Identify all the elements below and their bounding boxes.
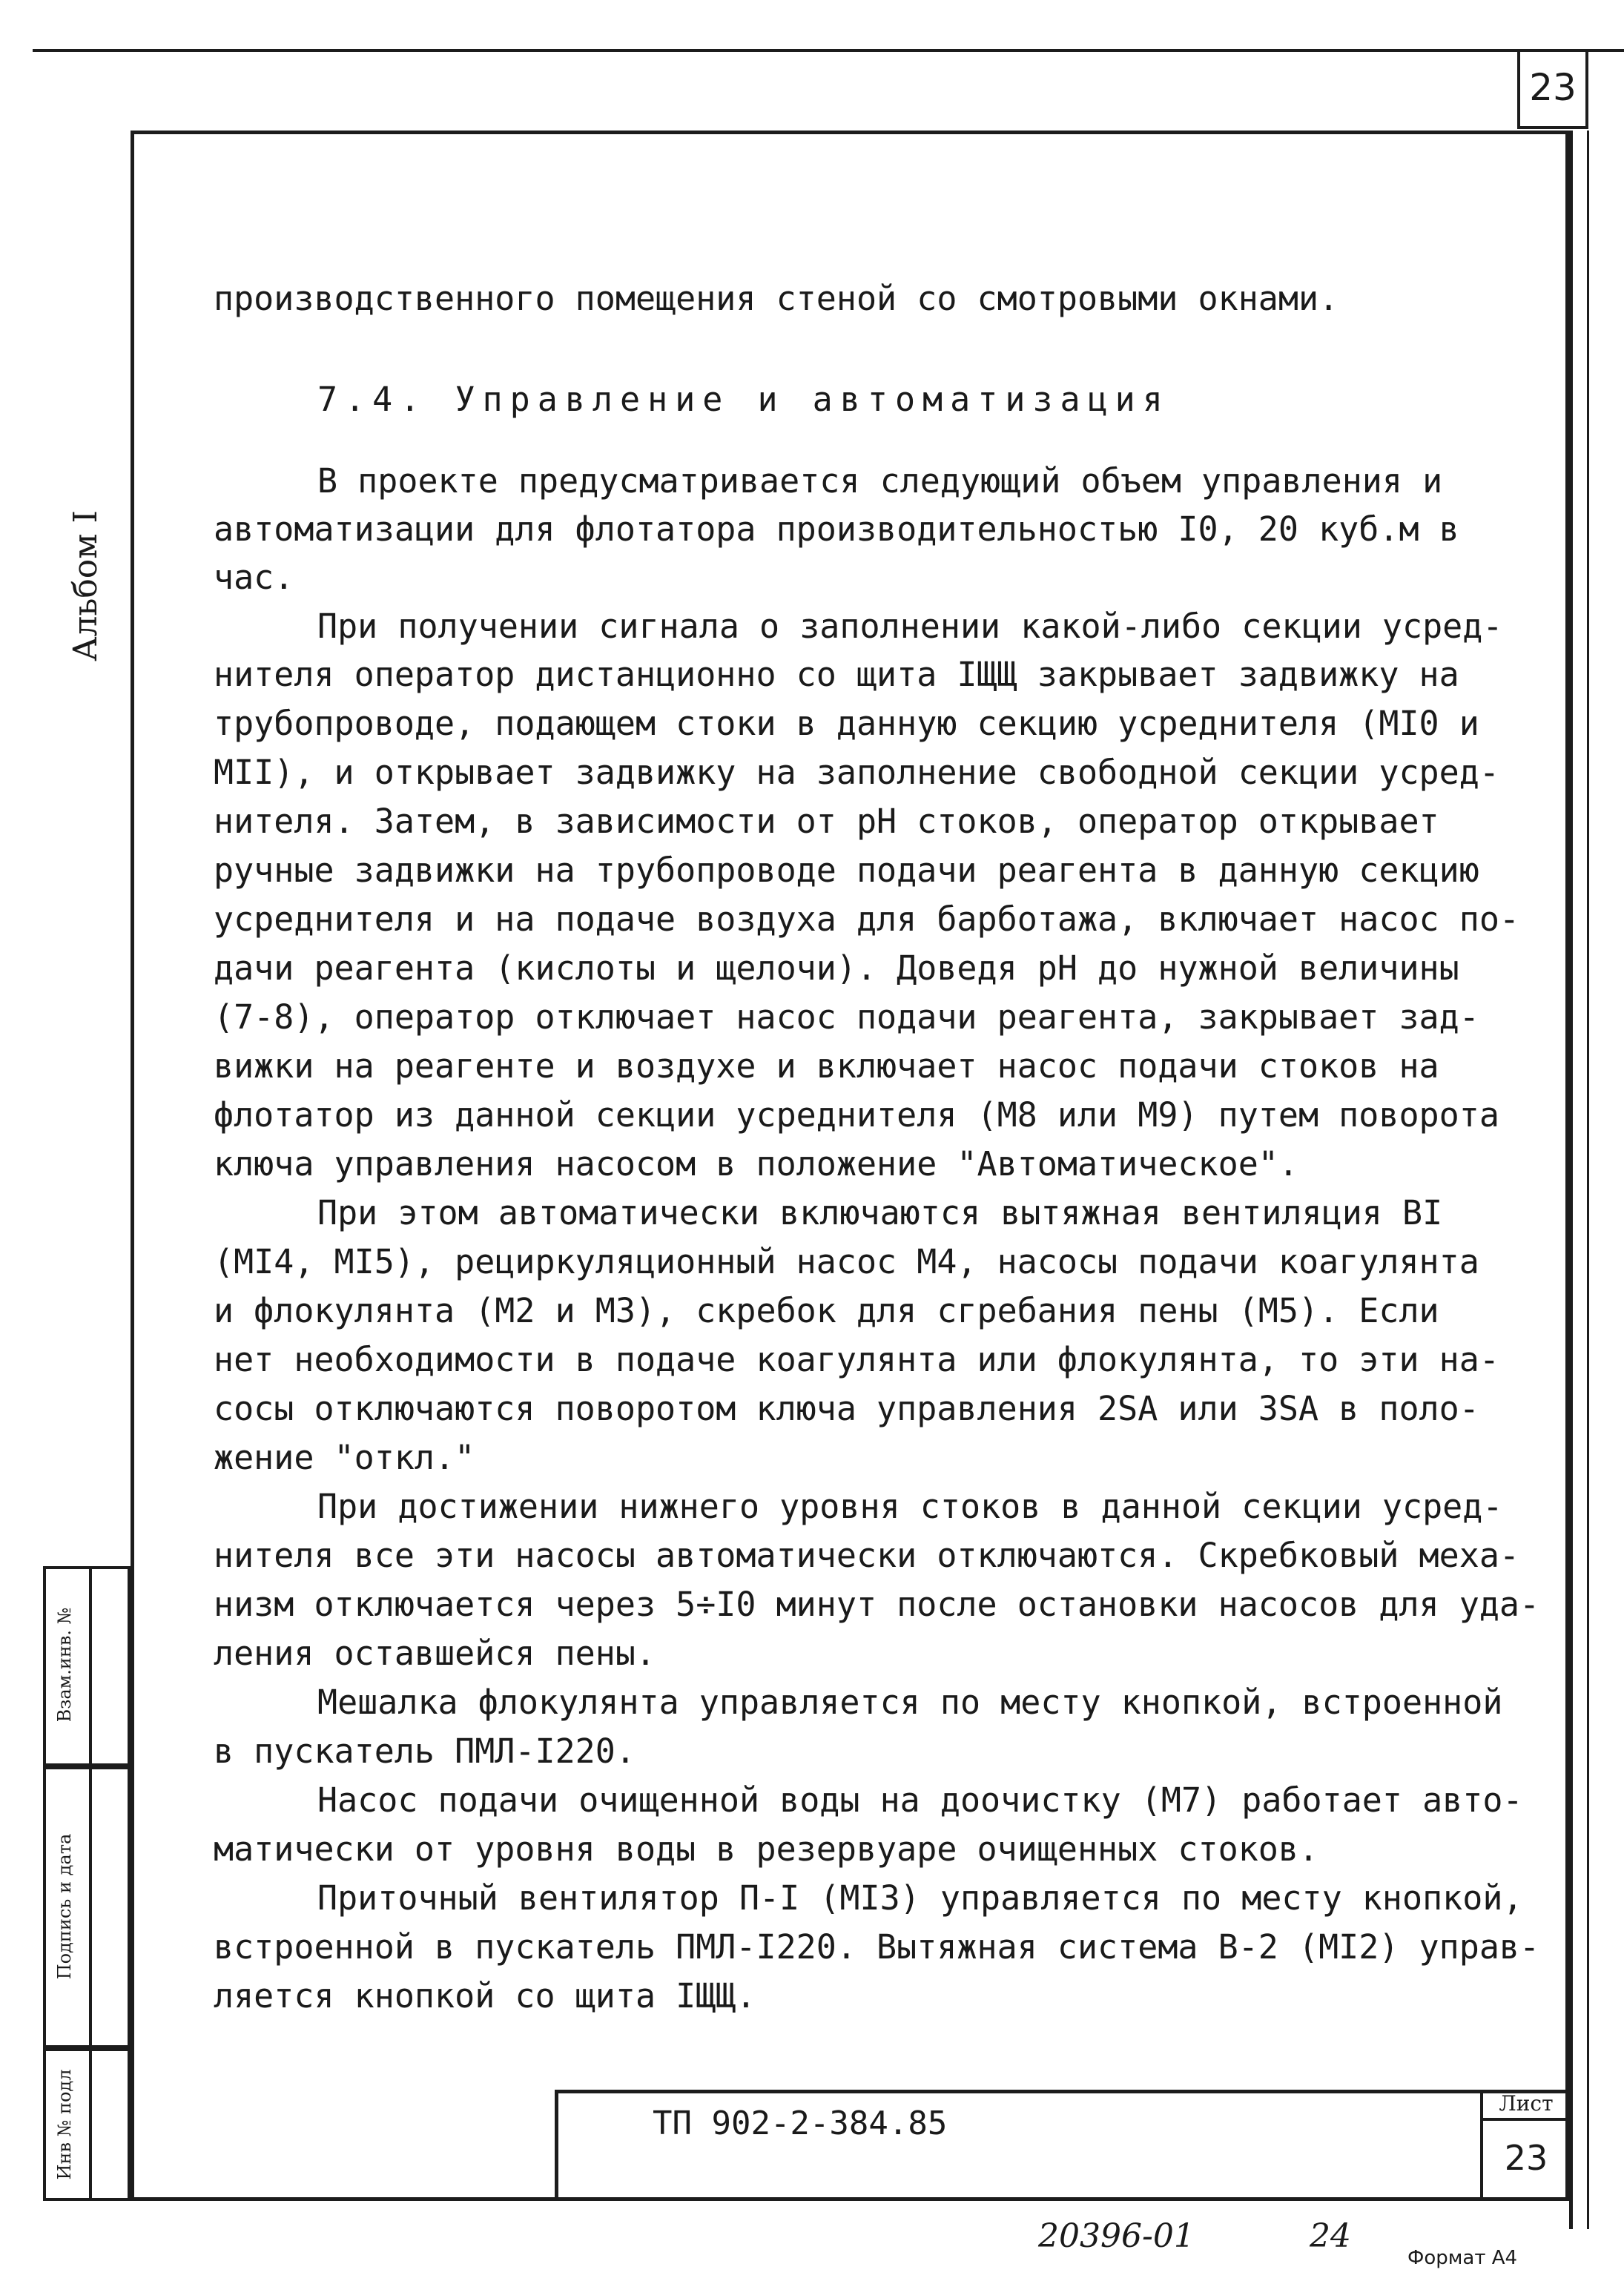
body-line: вижки на реагенте и воздухе и включает насос подачи стоков на <box>214 1046 1439 1086</box>
body-line: производственного помещения стеной со смотровыми окнами. <box>214 279 1339 318</box>
body-line: Приточный вентилятор П-I (MI3) управляется по месту кнопкой, <box>317 1878 1523 1918</box>
section-title: Управление и автоматизация <box>455 380 1170 419</box>
body-line: ления оставшейся пены. <box>214 1634 656 1673</box>
body-line: ручные задвижки на трубопроводе подачи реагента в данную секцию <box>214 851 1479 890</box>
handwritten-page: 24 <box>1310 2217 1351 2255</box>
body-line: (MI4, MI5), рециркуляционный насос M4, насосы подачи коагулянта <box>214 1242 1479 1281</box>
stamp-label-inventory: Инв № подл <box>54 2069 75 2180</box>
body-line: Насос подачи очищенной воды на доочистку (M7) работает авто- <box>317 1780 1523 1820</box>
body-line: нителя все эти насосы автоматически отключаются. Скребковый меха- <box>214 1536 1519 1575</box>
body-line: низм отключается через 5÷I0 минут после остановки насосов для уда- <box>214 1585 1540 1624</box>
body-line: трубопроводе, подающем стоки в данную секцию усреднителя (MI0 и <box>214 704 1479 743</box>
top-border-line <box>33 49 1624 52</box>
body-line: час. <box>214 558 294 597</box>
stamp-cell-inventory <box>43 2048 131 2201</box>
body-line: При этом автоматически включаются вытяжная вентиляция BI <box>317 1193 1443 1232</box>
body-line: в пускатель ПМЛ-I220. <box>214 1732 636 1771</box>
stamp-cell-signature <box>43 1766 131 2048</box>
album-label: Альбом I <box>67 510 105 661</box>
body-line: сосы отключаются поворотом ключа управления 2SA или 3SA в поло- <box>214 1389 1479 1428</box>
sheet-label: Лист <box>1480 2090 1569 2121</box>
stamp-cell-replacement <box>43 1566 131 1766</box>
section-heading <box>317 375 1624 423</box>
body-line: матически от уровня воды в резервуаре очищенных стоков. <box>214 1829 1319 1869</box>
page-number: 23 <box>1529 66 1577 109</box>
body-line: При достижении нижнего уровня стоков в данной секции усред- <box>317 1487 1503 1526</box>
handwritten-code: 20396-01 <box>1038 2217 1195 2255</box>
body-line: В проекте предусматривается следующий объем управления и <box>317 461 1443 501</box>
body-line: жение "откл." <box>214 1438 475 1477</box>
body-line: дачи реагента (кислоты и щелочи). Доведя pH до нужной величины <box>214 948 1459 988</box>
body-line: встроенной в пускатель ПМЛ-I220. Вытяжная система В-2 (MI2) управ- <box>214 1927 1540 1967</box>
body-line: ключа управления насосом в положение "Автоматическое". <box>214 1144 1298 1184</box>
body-line: нет необходимости в подаче коагулянта или флокулянта, то эти на- <box>214 1340 1499 1379</box>
body-line: автоматизации для флотатора производительностью I0, 20 куб.м в <box>214 509 1459 549</box>
stamp-label-signature: Подпись и дата <box>54 1833 75 1980</box>
format-label: Формат А4 <box>1407 2247 1518 2269</box>
body-line: ляется кнопкой со щита IЩЩ. <box>214 1976 756 2016</box>
body-line: флотатор из данной секции усреднителя (M8 или M9) путем поворота <box>214 1095 1499 1135</box>
page-number-box <box>1517 49 1588 129</box>
body-line: Мешалка флокулянта управляется по месту кнопкой, встроенной <box>317 1683 1503 1722</box>
sheet-number-cell <box>1480 2121 1569 2201</box>
body-line: усреднителя и на подаче воздуха для барботажа, включает насос по- <box>214 899 1519 939</box>
body-line: MII), и открывает задвижку на заполнение свободной секции усред- <box>214 753 1499 792</box>
section-number: 7.4. <box>317 380 428 419</box>
document-code: ТП 902-2-384.85 <box>653 2105 948 2142</box>
stamp-label-replacement: Взам.инв. № <box>54 1607 75 1723</box>
body-line: нителя. Затем, в зависимости от pH стоков, оператор открывает <box>214 802 1439 841</box>
body-line: нителя оператор дистанционно со щита IЩЩ закрывает задвижку на <box>214 655 1459 694</box>
body-line: При получении сигнала о заполнении какой-либо секции усред- <box>317 607 1503 646</box>
body-line: (7-8), оператор отключает насос подачи реагента, закрывает зад- <box>214 997 1479 1037</box>
body-line: и флокулянта (M2 и M3), скребок для сгребания пены (M5). Если <box>214 1291 1439 1330</box>
sheet-number: 23 <box>1504 2138 1548 2178</box>
